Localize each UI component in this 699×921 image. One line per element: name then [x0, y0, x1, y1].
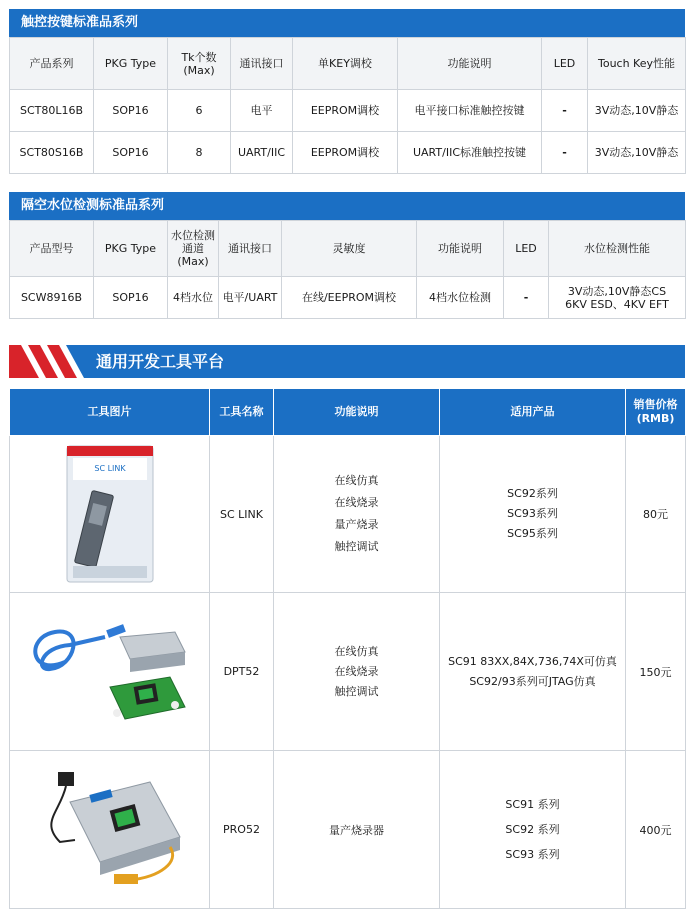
product-item: SC92系列	[507, 487, 558, 500]
table-cell: SCT80L16B	[10, 90, 94, 132]
header-cell: 水位检测 通道 (Max)	[168, 221, 219, 277]
table-row	[10, 436, 686, 593]
table-row	[10, 132, 686, 174]
table-cell: 4档水位	[168, 277, 219, 319]
dpt52-product-icon	[25, 607, 195, 737]
function-item: 在线仿真	[334, 644, 379, 658]
table-cell: 在线/EEPROM调校	[282, 277, 417, 319]
function-item: 在线烧录	[334, 664, 379, 678]
tool-name: SC LINK	[210, 436, 274, 593]
header-cell: 通讯接口	[231, 38, 293, 90]
table-cell: SOP16	[94, 90, 168, 132]
table-cell: UART/IIC标准触控按键	[398, 132, 542, 174]
product-item: SC95系列	[507, 527, 558, 540]
header-cell: 适用产品	[440, 389, 626, 436]
dpt52-image-cell	[10, 593, 210, 751]
function-item: 量产烧录	[334, 518, 379, 531]
header-cell: 通讯接口	[219, 221, 282, 277]
function-item: 触控调试	[334, 684, 379, 698]
tool-price: 80元	[626, 436, 686, 593]
header-cell: Tk个数 (Max)	[168, 38, 231, 90]
tool-functions	[274, 751, 440, 909]
product-item: SC92 系列	[505, 823, 560, 836]
product-item: SC93系列	[507, 507, 558, 520]
table-cell: 8	[168, 132, 231, 174]
function-item: 量产烧录器	[329, 823, 384, 837]
table-row	[10, 593, 686, 751]
tools-header-row	[10, 389, 686, 436]
table-cell: EEPROM调校	[293, 90, 398, 132]
tool-products	[440, 593, 626, 751]
banner-title: 通用开发工具平台	[96, 352, 225, 371]
header-cell: LED	[504, 221, 549, 277]
product-item: SC93 系列	[505, 848, 560, 861]
water-spec-table	[9, 220, 686, 319]
product-item: SC92/93系列可JTAG仿真	[469, 674, 596, 688]
header-cell: 销售价格 (RMB)	[626, 389, 686, 436]
header-cell: 功能说明	[417, 221, 504, 277]
function-item: 触控调试	[334, 540, 379, 553]
header-cell: 功能说明	[398, 38, 542, 90]
table-cell: 3V动态,10V静态CS 6KV ESD、4KV EFT	[549, 277, 686, 319]
header-cell: 产品型号	[10, 221, 94, 277]
table-cell: 3V动态,10V静态	[588, 90, 686, 132]
header-cell: Touch Key性能	[588, 38, 686, 90]
tool-products	[440, 751, 626, 909]
touch-section	[9, 9, 685, 174]
table-cell: 电平接口标准触控按键	[398, 90, 542, 132]
tools-table	[9, 388, 686, 909]
table-row	[10, 277, 686, 319]
table-cell: SOP16	[94, 277, 168, 319]
header-cell: 功能说明	[274, 389, 440, 436]
table-cell: -	[542, 90, 588, 132]
table-cell: UART/IIC	[231, 132, 293, 174]
touch-header-row	[10, 38, 686, 90]
touch-spec-table	[9, 37, 686, 174]
table-cell: SOP16	[94, 132, 168, 174]
header-cell: 灵敏度	[282, 221, 417, 277]
table-cell: -	[504, 277, 549, 319]
function-item: 在线烧录	[334, 496, 379, 509]
water-section	[9, 192, 685, 319]
tools-banner	[9, 345, 685, 378]
header-cell: 水位检测性能	[549, 221, 686, 277]
header-cell: 产品系列	[10, 38, 94, 90]
table-cell: 电平	[231, 90, 293, 132]
product-item: SC91 系列	[505, 798, 560, 811]
pro52-product-icon	[30, 762, 190, 897]
header-cell: PKG Type	[94, 38, 168, 90]
function-item: 在线仿真	[334, 474, 379, 487]
table-row	[10, 751, 686, 909]
water-header-row	[10, 221, 686, 277]
tool-price: 400元	[626, 751, 686, 909]
table-row	[10, 90, 686, 132]
water-section-title: 隔空水位检测标准品系列	[9, 192, 685, 220]
sc-link-image-cell	[10, 436, 210, 593]
sc-link-package-label: SC LINK	[93, 464, 126, 473]
tool-functions	[274, 436, 440, 593]
tool-functions	[274, 593, 440, 751]
tools-section	[9, 388, 685, 909]
table-cell: 4档水位检测	[417, 277, 504, 319]
table-cell: -	[542, 132, 588, 174]
header-cell: 工具图片	[10, 389, 210, 436]
pro52-image-cell	[10, 751, 210, 909]
table-cell: SCW8916B	[10, 277, 94, 319]
header-cell: 工具名称	[210, 389, 274, 436]
tool-name: DPT52	[210, 593, 274, 751]
touch-section-title: 触控按键标准品系列	[9, 9, 685, 37]
header-cell: LED	[542, 38, 588, 90]
tool-name: PRO52	[210, 751, 274, 909]
sc-link-product-icon	[65, 444, 155, 584]
table-cell: EEPROM调校	[293, 132, 398, 174]
banner-stripes-icon	[9, 345, 104, 378]
tool-price: 150元	[626, 593, 686, 751]
product-item: SC91 83XX,84X,736,74X可仿真	[448, 654, 617, 668]
header-cell: 单KEY调校	[293, 38, 398, 90]
tool-products	[440, 436, 626, 593]
table-cell: 3V动态,10V静态	[588, 132, 686, 174]
header-cell: PKG Type	[94, 221, 168, 277]
table-cell: SCT80S16B	[10, 132, 94, 174]
table-cell: 6	[168, 90, 231, 132]
table-cell: 电平/UART	[219, 277, 282, 319]
